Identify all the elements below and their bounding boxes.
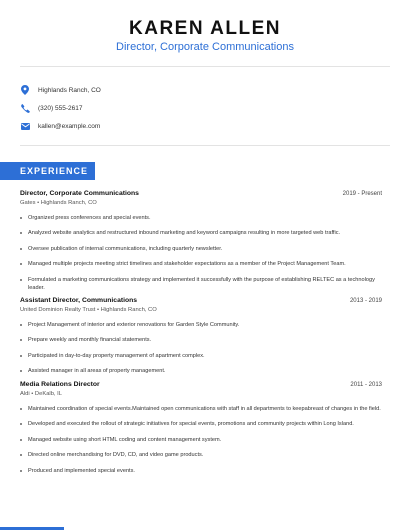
contact-location-text: Highlands Ranch, CO: [38, 86, 101, 94]
job-dates: 2013 - 2019: [349, 298, 382, 304]
job-bullet: Managed multiple projects meeting strict timelines and stakeholder expectations as a member of the Project Management Team.: [20, 260, 382, 268]
job-entry: [20, 297, 382, 375]
email-icon: [20, 121, 30, 131]
job-bullet: Produced and implemented special events.: [20, 467, 382, 475]
candidate-name: KAREN ALLEN: [129, 18, 281, 39]
job-bullet: Organized press conferences and special events.: [20, 214, 382, 222]
job-dates: 2011 - 2013: [350, 382, 382, 388]
phone-icon: [20, 103, 30, 113]
job-title: Director, Corporate Communications: [20, 190, 139, 197]
job-company: Gates • Highlands Ranch, CO: [20, 200, 97, 206]
experience-section-header: EXPERIENCE: [0, 162, 95, 180]
job-company: Aldi • DeKalb, IL: [20, 391, 62, 397]
job-bullet: Participated in day-to-day property management of apartment complex.: [20, 352, 382, 360]
job-bullet: Oversee publication of internal communications, including quarterly newsletter.: [20, 245, 382, 253]
job-entry: [20, 190, 382, 292]
job-bullet: Project Management of interior and exterior renovations for Garden Style Community.: [20, 321, 382, 329]
contact-phone: [20, 103, 82, 113]
job-title: Assistant Director, Communications: [20, 297, 138, 304]
job-title: Media Relations Director: [20, 381, 100, 388]
job-bullet: Maintained coordination of special events.Maintained open communications with staff in all departments to keepabreast of changes in the field.: [20, 405, 382, 413]
job-bullet: Developed and executed the rollout of strategic initiatives for special events, promotions and community projects within Long Island.: [20, 420, 382, 428]
job-bullet: Directed online merchandising for DVD, CD, and video game products.: [20, 451, 382, 459]
job-bullet: Analyzed website analytics and restructured inbound marketing and keyword campaigns resulting in more targeted web traffic.: [20, 229, 382, 237]
job-bullet: Prepare weekly and monthly financial statements.: [20, 336, 382, 344]
job-bullet: Managed website using short HTML coding and content management system.: [20, 436, 382, 444]
divider: [20, 145, 390, 146]
contact-phone-text: (320) 555-2617: [38, 104, 83, 112]
job-bullet: Assisted manager in all areas of property management.: [20, 367, 382, 375]
candidate-title: Director, Corporate Communications: [116, 41, 294, 53]
contact-email-text: kallen@example.com: [38, 122, 101, 130]
job-bullet: Formulated a marketing communications strategy and implemented it successfully with the purpose of establishing RELTEC as a technology leader.: [20, 276, 382, 292]
job-entry: [20, 381, 382, 475]
job-dates: 2019 - Present: [342, 191, 382, 197]
contact-location: [20, 85, 101, 95]
location-pin-icon: [20, 85, 30, 95]
divider: [20, 66, 390, 67]
contact-email: [20, 121, 100, 131]
job-company: United Dominion Realty Trust • Highlands Ranch, CO: [20, 307, 157, 313]
